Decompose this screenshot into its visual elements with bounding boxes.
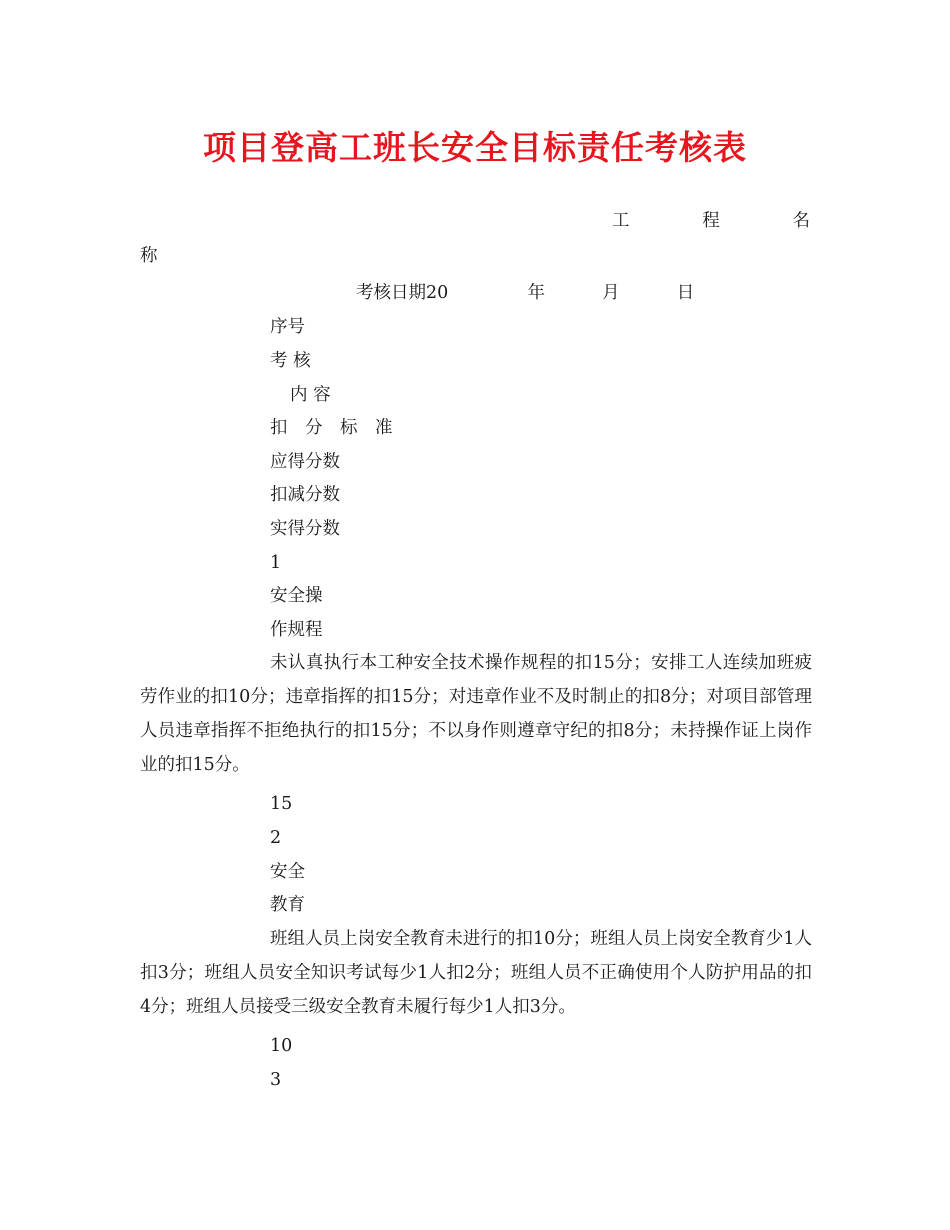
header-score-deduct: 扣减分数 (270, 485, 340, 505)
assessment-date (356, 282, 694, 304)
date-label: 考核日期20 (356, 283, 449, 303)
project-name-tail: 称 (140, 246, 158, 266)
item-criteria: 未认真执行本工种安全技术操作规程的扣15分；安排工人连续加班疲劳作业的扣10分；违章指挥的扣15分；对违章作业不及时制止的扣8分；对项目部管理人员违章指挥不拒绝执行的扣15分；不以身作则遵章守纪的扣8分；未持操作证上岗作业的扣15分。 (140, 653, 812, 775)
date-month: 月 (602, 283, 620, 303)
header-score-due: 应得分数 (270, 452, 340, 472)
project-name-char: 程 (702, 211, 720, 231)
item-seq: 2 (270, 828, 282, 848)
date-year: 年 (527, 283, 545, 303)
project-name-label (612, 210, 810, 232)
document-title: 项目登高工班长安全目标责任考核表 (203, 128, 747, 167)
item-seq: 1 (270, 553, 282, 573)
item-name: 安全操 (270, 586, 323, 606)
item-seq: 3 (270, 1070, 282, 1090)
project-name-char: 名 (792, 211, 810, 231)
item-name: 安全 (270, 862, 305, 882)
date-day: 日 (676, 283, 695, 303)
item-criteria: 班组人员上岗安全教育未进行的扣10分；班组人员上岗安全教育少1人扣3分；班组人员安全知识考试每少1人扣2分；班组人员不正确使用个人防护用品的扣4分；班组人员接受三级安全教育未履行每少1人扣3分。 (140, 929, 812, 1017)
header-seq: 序号 (270, 317, 305, 337)
item-name: 教育 (270, 895, 305, 915)
item-score: 15 (270, 794, 293, 814)
header-criteria: 扣 分 标 准 (270, 418, 393, 438)
item-name: 作规程 (270, 620, 323, 640)
header-score-actual: 实得分数 (270, 519, 340, 539)
header-content: 考 核 (270, 351, 311, 371)
item-score: 10 (270, 1036, 293, 1056)
header-content: 内 容 (290, 385, 331, 405)
project-name-char: 工 (612, 211, 630, 231)
